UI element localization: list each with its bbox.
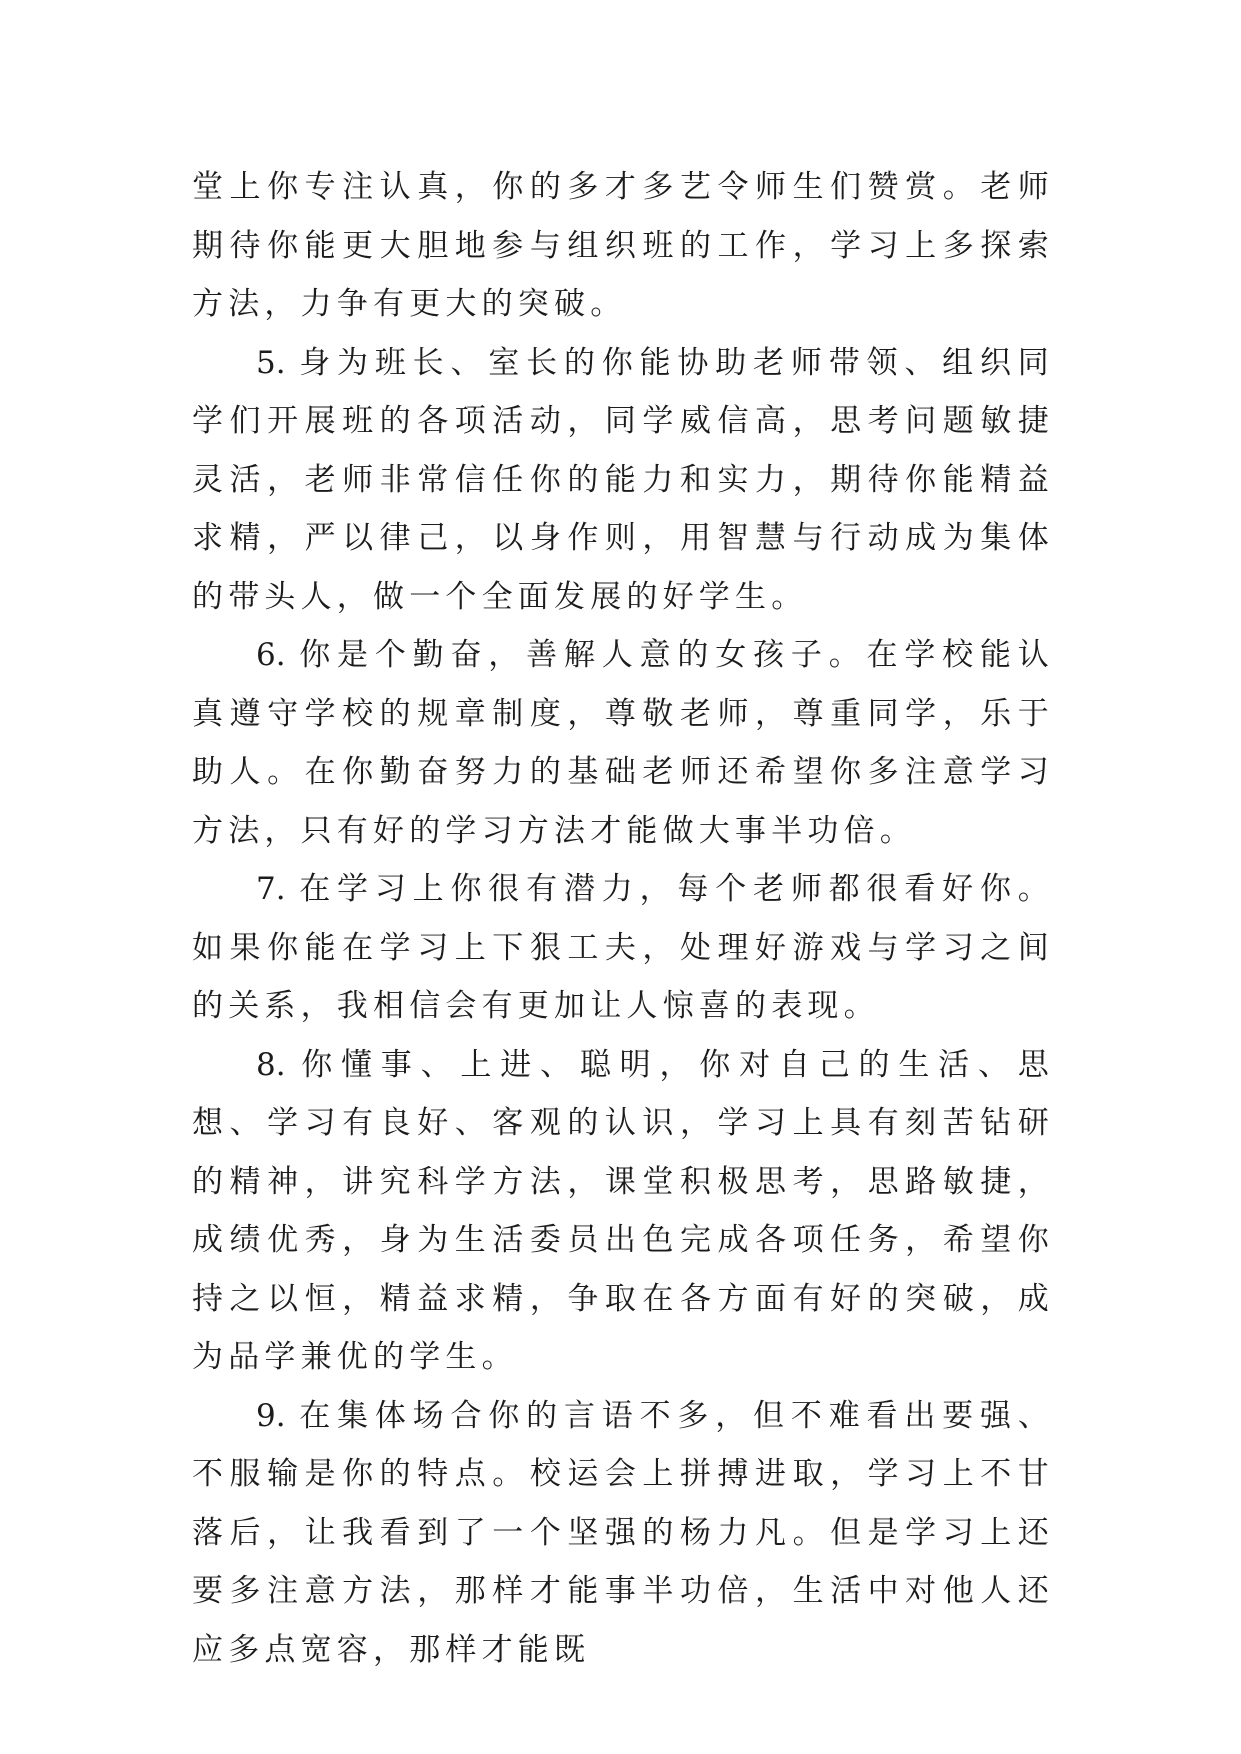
paragraph-number: 6. <box>256 637 286 673</box>
paragraph-text: 在集体场合你的言语不多，但不难看出要强、不服输是你的特点。校运会上拼搏进取，学习上不甘落后，让我看到了一个坚强的杨力凡。但是学习上还要多注意方法，那样才能事半功倍，生活中对他人还应多点宽容，那样才能既 <box>192 1397 1054 1668</box>
paragraph-number: 7. <box>256 871 286 907</box>
paragraph-text: 身为班长、室长的你能协助老师带领、组织同学们开展班的各项活动，同学威信高，思考问题敏捷灵活，老师非常信任你的能力和实力，期待你能精益求精，严以律己，以身作则，用智慧与行动成为集体的带头人，做一个全面发展的好学生。 <box>192 344 1054 615</box>
paragraph-item-5 <box>192 334 1054 627</box>
paragraph-text: 堂上你专注认真，你的多才多艺令师生们赞赏。老师期待你能更大胆地参与组织班的工作，学习上多探索方法，力争有更大的突破。 <box>192 169 1054 322</box>
document-body <box>192 158 1054 1679</box>
paragraph-text: 你懂事、上进、聪明，你对自己的生活、思想、学习有良好、客观的认识，学习上具有刻苦钻研的精神，讲究科学方法，课堂积极思考，思路敏捷，成绩优秀，身为生活委员出色完成各项任务，希望你持之以恒，精益求精，争取在各方面有好的突破，成为品学兼优的学生。 <box>192 1046 1054 1375</box>
paragraph-number: 8. <box>256 1046 286 1083</box>
paragraph-item-9 <box>192 1387 1054 1680</box>
paragraph-item-8 <box>192 1036 1054 1387</box>
paragraph-item-6 <box>192 626 1054 860</box>
paragraph-number: 5. <box>256 344 286 381</box>
paragraph-item-7 <box>192 860 1054 1036</box>
paragraph-text: 在学习上你很有潜力，每个老师都很看好你。如果你能在学习上下狠工夫，处理好游戏与学习之间的关系，我相信会有更加让人惊喜的表现。 <box>192 871 1054 1024</box>
paragraph-continued <box>192 158 1054 334</box>
paragraph-text: 你是个勤奋，善解人意的女孩子。在学校能认真遵守学校的规章制度，尊敬老师，尊重同学，乐于助人。在你勤奋努力的基础老师还希望你多注意学习方法，只有好的学习方法才能做大事半功倍。 <box>192 637 1054 849</box>
paragraph-number: 9. <box>256 1397 286 1434</box>
